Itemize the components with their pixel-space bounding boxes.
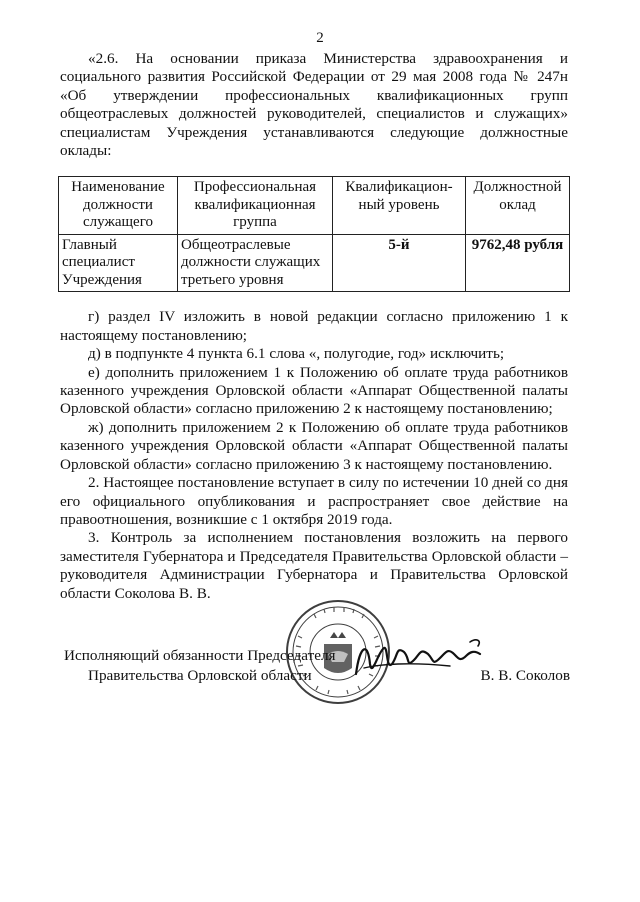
paragraph-e: е) дополнить приложением 1 к Положению об оплате труда работников казенного учреждения Орловской области «Аппарат Общественной палаты Орловской области» согласно приложению 2 к настоящему постановлению; <box>60 363 568 418</box>
paragraph-g: г) раздел IV изложить в новой редакции согласно приложению 1 к настоящему постановлению; <box>60 308 568 344</box>
signatory-title-line2: Правительства Орловской области <box>88 667 312 684</box>
salary-table <box>58 176 570 292</box>
table-cell: 5-й <box>333 234 466 292</box>
table-cell: 9762,48 рубля <box>466 234 570 292</box>
amendments-list <box>60 308 568 603</box>
document-body <box>60 50 568 603</box>
table-header-cell: Должностной оклад <box>466 177 570 235</box>
table-header-cell: Наименование должности служащего <box>59 177 178 235</box>
table-cell: Главный специалист Учреждения <box>59 234 178 292</box>
clause-2: 2. Настоящее постановление вступает в силу по истечении 10 дней со дня его официального опубликования и распространяет свое действие на правоотношения, возникшие с 1 октября 2019 года. <box>60 474 568 528</box>
table-header-cell: Профессиональная квалификационная группа <box>178 177 333 235</box>
clause-3: 3. Контроль за исполнением постановления возложить на первого заместителя Губернатора и Председателя Правительства Орловской области – руководителя Администрации Губернатора и Правительства Орловской области Соколова В. В. <box>60 529 568 602</box>
signatory-name: В. В. Соколов <box>480 667 570 684</box>
table-header-row <box>59 177 570 235</box>
table-header-cell: Квалификацион-ный уровень <box>333 177 466 235</box>
intro-paragraph: «2.6. На основании приказа Министерства здравоохранения и социального развития Российской Федерации от 29 мая 2008 года № 247н «Об утверждении профессиональных квалификационных групп общеотраслевых должностей руководителей, специалистов и служащих» специалистам Учреждения устанавливаются следующие должностные оклады: <box>60 50 568 160</box>
table-cell: Общеотраслевые должности служащих третьего уровня <box>178 234 333 292</box>
signatory-title-line1: Исполняющий обязанности Председателя <box>64 647 336 664</box>
paragraph-d: д) в подпункте 4 пункта 6.1 слова «, полугодие, год» исключить; <box>88 345 505 363</box>
table-row <box>59 234 570 292</box>
handwritten-signature-icon <box>350 634 490 684</box>
page-number: 2 <box>316 30 324 46</box>
paragraph-zh: ж) дополнить приложением 2 к Положению об оплате труда работников казенного учреждения Орловской области «Аппарат Общественной палаты Орловской области» согласно приложению 3 к настоящему постановлению. <box>60 418 568 473</box>
